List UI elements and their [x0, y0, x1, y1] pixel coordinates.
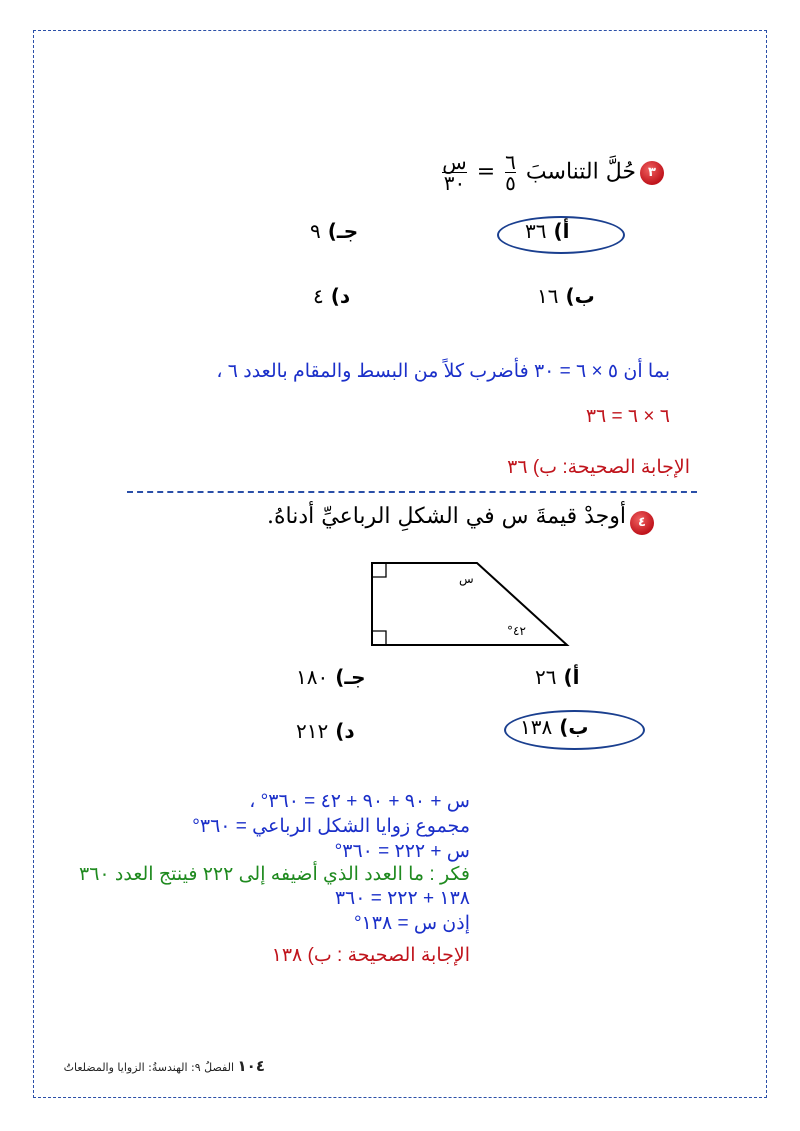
option-value: ٢١٢ [296, 719, 329, 743]
q4-option-a[interactable] [535, 665, 579, 689]
q4-solution-line-2: مجموع زوايا الشكل الرباعي = ٣٦٠° [192, 816, 470, 837]
fraction-left-numerator: ٦ [505, 150, 516, 174]
option-value: ١٦ [537, 284, 559, 308]
option-label: ب) [565, 284, 595, 308]
figure-angle-label: °٤٢ [507, 624, 526, 638]
equals-sign: = [476, 159, 496, 185]
option-label: جـ) [335, 665, 366, 689]
option-label: جـ) [327, 219, 359, 243]
option-value: ١٨٠ [296, 665, 329, 689]
option-label: ب) [559, 715, 589, 739]
q4-solution-line-6: إذن س = ١٣٨° [353, 913, 470, 934]
option-value: ٢٦ [535, 665, 557, 689]
q3-option-d[interactable] [313, 284, 350, 308]
fraction-right-numerator: س [442, 150, 467, 174]
page-footer [64, 1057, 265, 1075]
q4-answer: الإجابة الصحيحة : ب) ١٣٨ [271, 945, 470, 966]
option-value: ١٣٨ [520, 715, 553, 739]
fraction-left-denominator: ٥ [505, 171, 516, 195]
question-4-badge: ٤ [630, 511, 654, 535]
q4-option-d[interactable] [296, 719, 355, 743]
q3-solution-line-1: بما أن ٥ × ٦ = ٣٠ فأضرب كلاً من البسط والمقام بالعدد ٦ ، [216, 361, 670, 382]
q3-option-a[interactable] [525, 219, 569, 243]
q4-solution-line-3: س + ٢٢٢ = ٣٦٠° [334, 841, 470, 862]
q3-option-c[interactable] [310, 219, 358, 243]
option-label: د) [335, 719, 355, 743]
q4-option-c[interactable] [296, 665, 366, 689]
option-value: ٣٦ [525, 219, 547, 243]
trapezoid-figure [362, 558, 578, 650]
section-divider [127, 491, 697, 493]
option-label: أ) [553, 219, 570, 243]
q4-solution-line-5: ١٣٨ + ٢٢٢ = ٣٦٠ [334, 888, 470, 909]
q4-option-b[interactable] [520, 715, 588, 739]
q3-solution-line-2: ٦ × ٦ = ٣٦ [585, 406, 670, 427]
q4-solution-line-1: س + ٩٠ + ٩٠ + ٤٢ = ٣٦٠° ، [249, 791, 470, 812]
fraction-left [505, 152, 516, 193]
q3-answer: الإجابة الصحيحة: ب) ٣٦ [507, 457, 690, 478]
chapter-title: الفصلُ ٩: الهندسةُ: الزوايا والمضلعاتُ [63, 1061, 235, 1074]
fraction-right-denominator: ٣٠ [443, 171, 466, 195]
option-value: ٤ [313, 284, 324, 308]
question-3-prompt [439, 152, 636, 193]
q3-option-b[interactable] [537, 284, 595, 308]
q4-solution-line-4: فكر : ما العدد الذي أضيفه إلى ٢٢٢ فينتج العدد ٣٦٠ [79, 864, 470, 885]
question-4-prompt: أوجدْ قيمةَ س في الشكلِ الرباعيِّ أدناهُ. [267, 504, 626, 529]
option-label: أ) [563, 665, 580, 689]
option-label: د) [330, 284, 351, 308]
option-value: ٩ [310, 219, 321, 243]
figure-var-label: س [459, 572, 474, 586]
fraction-right [442, 152, 466, 193]
page-number: ١٠٤ [237, 1057, 265, 1075]
question-3-text: حُلَّ التناسبَ [525, 159, 636, 185]
question-3-badge: ٣ [640, 161, 664, 185]
